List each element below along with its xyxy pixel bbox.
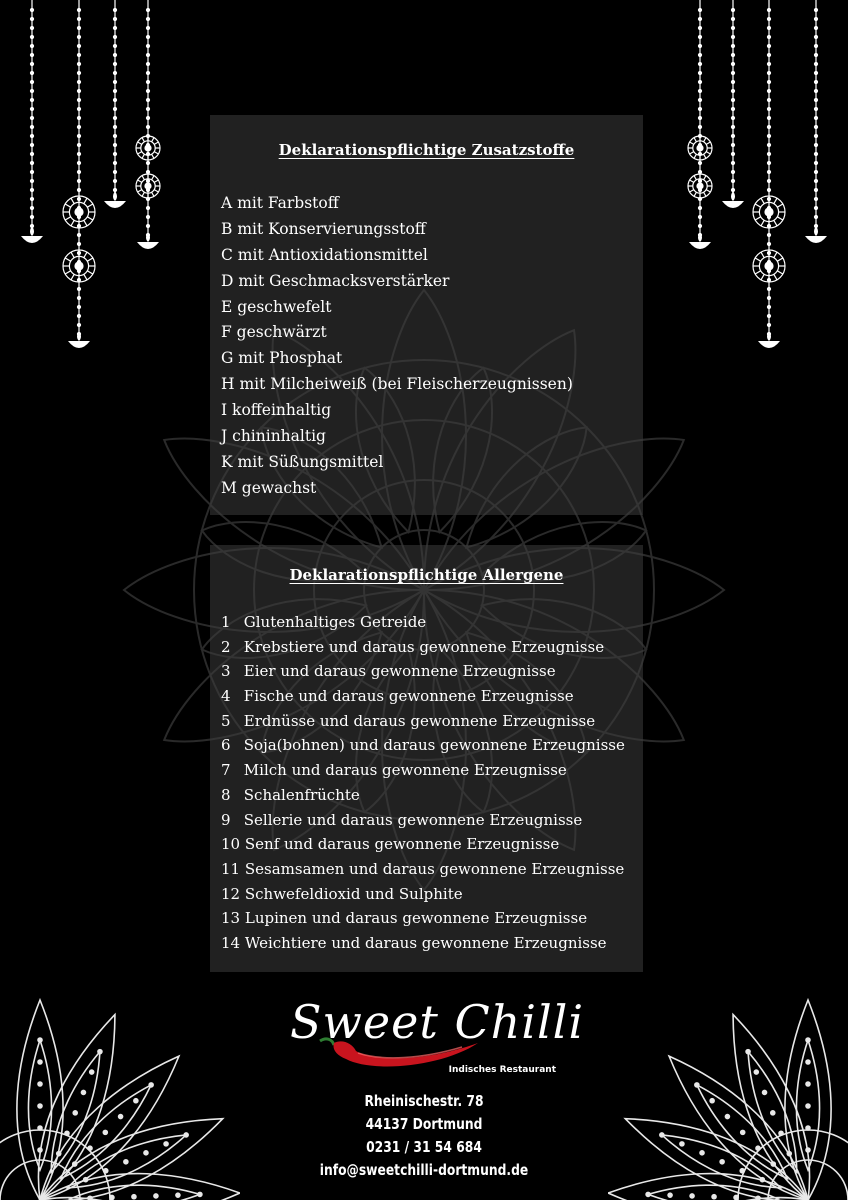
allergen-number: 8 <box>221 785 231 804</box>
corner-flower-right-icon <box>608 970 848 1200</box>
additive-item: D mit Geschmacksverstärker <box>221 271 450 290</box>
allergen-number: 10 <box>221 835 241 854</box>
allergen-label: Lupinen und daraus gewonnene Erzeugnisse <box>244 909 588 928</box>
allergens-panel <box>210 545 643 972</box>
allergen-label: Schwefeldioxid und Sulphite <box>244 884 463 903</box>
allergen-item <box>221 857 625 882</box>
additive-item: C mit Antioxidationsmittel <box>221 245 428 264</box>
allergen-number: 3 <box>221 662 231 681</box>
additive-item: B mit Konservierungsstoff <box>221 219 426 238</box>
allergen-label: Soja(bohnen) und daraus gewonnene Erzeugnisse <box>243 736 625 755</box>
allergen-item <box>221 684 625 709</box>
allergen-item <box>221 659 625 684</box>
additive-item: J chininhaltig <box>221 427 326 446</box>
allergen-number: 12 <box>221 884 241 903</box>
allergen-label: Schalenfrüchte <box>243 785 360 804</box>
additive-item: I koffeinhaltig <box>221 401 332 420</box>
hanging-lanterns-left-icon <box>0 0 180 360</box>
allergens-title: Deklarationspflichtige Allergene <box>289 566 564 584</box>
allergen-label: Sesamsamen und daraus gewonnene Erzeugnisse <box>244 859 625 878</box>
contact-block <box>274 1090 574 1182</box>
phone-number: 0231 / 31 54 684 <box>366 1138 482 1156</box>
chili-pepper-icon <box>312 1033 482 1069</box>
allergen-number: 9 <box>221 810 231 829</box>
allergen-label: Krebstiere und daraus gewonnene Erzeugnisse <box>243 637 605 656</box>
corner-flower-left-icon <box>0 970 240 1200</box>
allergen-label: Senf und daraus gewonnene Erzeugnisse <box>244 835 560 854</box>
hanging-lanterns-right-icon <box>668 0 848 360</box>
additive-item: F geschwärzt <box>221 323 327 342</box>
allergen-item <box>221 733 625 758</box>
allergen-item <box>221 906 625 931</box>
allergens-list <box>221 610 625 956</box>
additives-title: Deklarationspflichtige Zusatzstoffe <box>278 141 575 159</box>
allergen-label: Glutenhaltiges Getreide <box>243 613 427 631</box>
allergen-label: Fische und daraus gewonnene Erzeugnisse <box>243 687 574 706</box>
allergen-number: 6 <box>221 736 231 755</box>
brand-logo <box>290 995 585 1085</box>
allergen-number: 1 <box>221 613 231 631</box>
additive-item: A mit Farbstoff <box>221 194 339 212</box>
allergen-number: 14 <box>221 933 241 952</box>
additive-item: E geschwefelt <box>221 297 332 316</box>
allergen-item <box>221 832 625 857</box>
allergen-item <box>221 783 625 808</box>
allergen-item <box>221 610 625 635</box>
allergen-label: Eier und daraus gewonnene Erzeugnisse <box>243 662 556 681</box>
brand-name: Sweet Chilli <box>290 995 585 1049</box>
allergen-label: Weichtiere und daraus gewonnene Erzeugnisse <box>244 933 607 952</box>
allergen-item <box>221 758 625 783</box>
additives-list <box>221 191 573 502</box>
brand-tagline: Indisches Restaurant <box>448 1065 556 1075</box>
additives-panel <box>210 115 643 515</box>
additive-item: H mit Milcheiweiß (bei Fleischerzeugnissen) <box>221 375 573 394</box>
allergen-item <box>221 931 625 956</box>
allergen-number: 5 <box>221 711 231 730</box>
address-street: Rheinischestr. 78 <box>364 1092 484 1110</box>
allergen-number: 11 <box>221 859 241 878</box>
allergen-label: Sellerie und daraus gewonnene Erzeugnisse <box>243 810 583 829</box>
address-city: 44137 Dortmund <box>365 1115 483 1133</box>
additive-item: G mit Phosphat <box>221 349 343 368</box>
additive-item: M gewachst <box>221 478 317 497</box>
allergen-number: 7 <box>221 761 231 780</box>
allergen-label: Erdnüsse und daraus gewonnene Erzeugnisse <box>243 711 596 730</box>
allergen-label: Milch und daraus gewonnene Erzeugnisse <box>243 761 567 780</box>
allergen-item <box>221 709 625 734</box>
allergen-item <box>221 808 625 833</box>
allergen-item <box>221 635 625 660</box>
allergen-number: 4 <box>221 687 231 706</box>
email-address: info@sweetchilli-dortmund.de <box>319 1161 529 1179</box>
allergen-number: 13 <box>221 909 241 928</box>
allergen-item <box>221 882 625 907</box>
allergen-number: 2 <box>221 637 231 656</box>
additive-item: K mit Süßungsmittel <box>221 452 384 471</box>
